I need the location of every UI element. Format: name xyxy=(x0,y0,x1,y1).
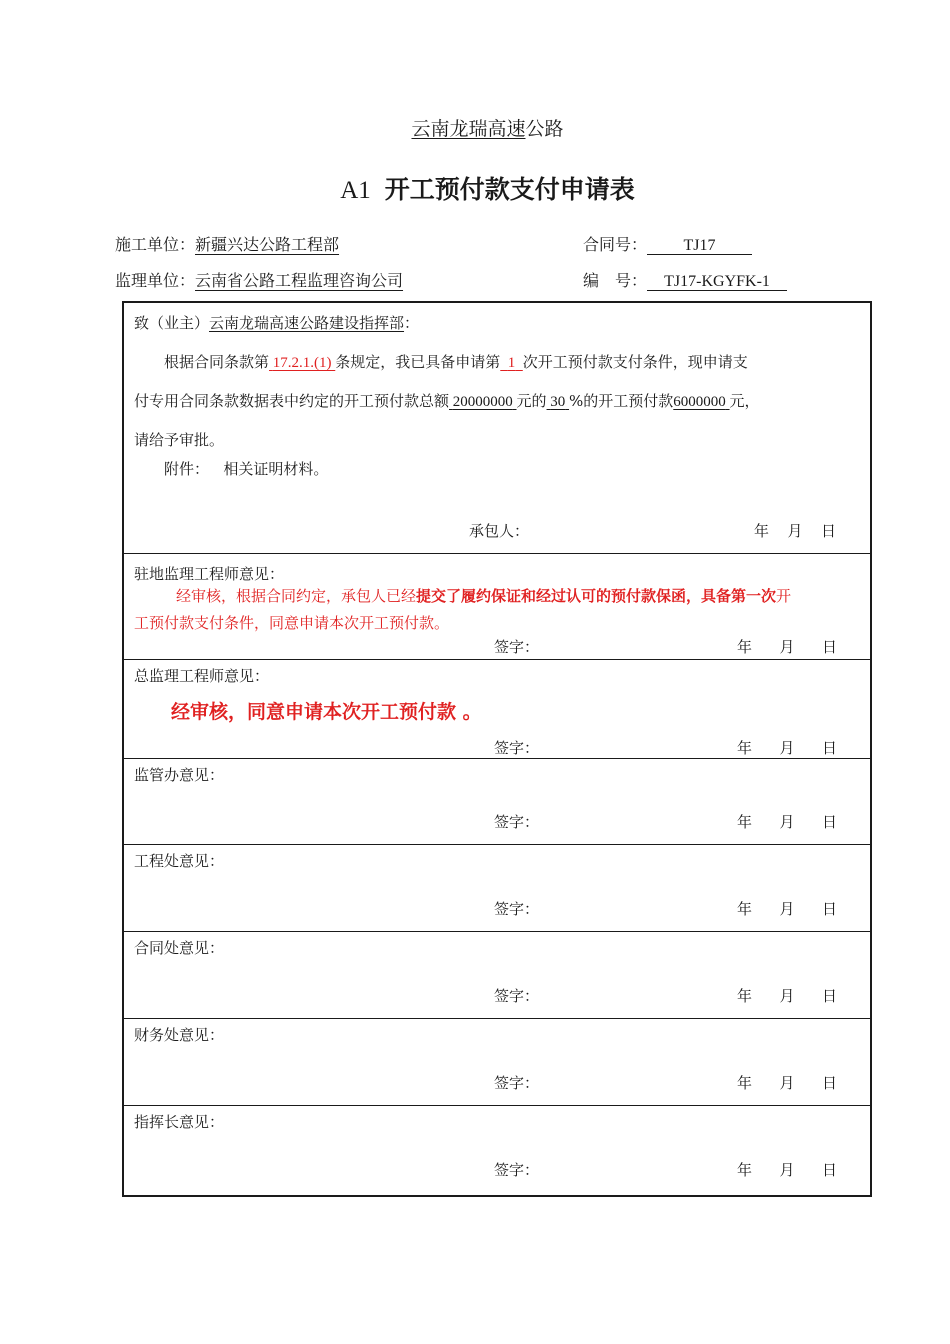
chief-engineer-opinion: 经审核，同意申请本次开工预付款 。 xyxy=(171,701,482,723)
resident-engineer-opinion: 经审核，根据合同约定，承包人已经提交了履约保证和经过认可的预付款保函，具备第一次开 工预付款支付条件，同意申请本次开工预付款。 xyxy=(134,587,792,632)
supervisor-line: 监理单位：云南省公路工程监理咨询公司 xyxy=(115,271,404,290)
advance-amount: 6000000 xyxy=(673,394,726,410)
percent-value: 30 xyxy=(550,394,566,410)
times-value: 1 xyxy=(507,355,516,371)
section-label: 财务处意见： xyxy=(134,1026,225,1044)
date-group: 年 月 日 xyxy=(737,739,837,757)
date-group: 年 月 日 xyxy=(737,1074,837,1092)
section-label: 监管办意见： xyxy=(134,766,225,784)
contract-no-value: TJ17 xyxy=(647,237,752,255)
approval-form-table xyxy=(122,301,872,1197)
addressee-value: 云南龙瑞高速公路建设指挥部 xyxy=(209,314,405,332)
sign-label: 签字： xyxy=(494,1161,540,1179)
contractor-sign-label: 承包人： xyxy=(469,522,530,540)
date-group: 年 月 日 xyxy=(754,522,836,540)
date-group: 年 月 日 xyxy=(737,1161,837,1179)
application-body: 根据合同条款第 17.2.1.(1) 条规定，我已具备申请第 1 次开工预付款支付条件，现申请支 付专用合同条款数据表中约定的开工预付款总额 20000000 元的 30 %的开工预付款6000000 元， 请给予审批。 xyxy=(134,353,760,449)
form-title xyxy=(0,170,950,206)
section-label: 合同处意见： xyxy=(134,939,225,957)
contract-dept-section xyxy=(124,931,870,1019)
form-title-text: 开工预付款支付申请表 xyxy=(384,175,635,204)
finance-dept-section xyxy=(124,1018,870,1106)
engineering-dept-section xyxy=(124,844,870,932)
contractor-line: 施工单位：新疆兴达公路工程部 xyxy=(115,235,340,254)
supervisor-value: 云南省公路工程监理咨询公司 xyxy=(195,271,404,290)
chief-engineer-label: 总监理工程师意见： xyxy=(134,667,270,685)
section-label: 工程处意见： xyxy=(134,852,225,870)
oversight-office-section xyxy=(124,758,870,845)
attachment-line: 附件： 相关证明材料。 xyxy=(164,460,329,478)
date-group: 年 月 日 xyxy=(737,638,837,656)
sign-label: 签字： xyxy=(494,900,540,918)
date-group: 年 月 日 xyxy=(737,813,837,831)
date-group: 年 月 日 xyxy=(737,987,837,1005)
sign-label: 签字： xyxy=(494,813,540,831)
resident-engineer-section xyxy=(124,553,870,660)
commander-section xyxy=(124,1105,870,1193)
sign-label: 签字： xyxy=(494,739,540,757)
serial-line: 编 号： TJ17-KGYFK-1 xyxy=(583,268,787,291)
contractor-value: 新疆兴达公路工程部 xyxy=(195,235,340,254)
chief-engineer-section xyxy=(124,659,870,759)
addressee-line: 致（业主）云南龙瑞高速公路建设指挥部： xyxy=(134,314,420,332)
sign-label: 签字： xyxy=(494,1074,540,1092)
section-label: 指挥长意见： xyxy=(134,1113,225,1131)
serial-value: TJ17-KGYFK-1 xyxy=(647,273,787,291)
resident-engineer-label: 驻地监理工程师意见： xyxy=(134,565,285,583)
sign-label: 签字： xyxy=(494,987,540,1005)
date-group: 年 月 日 xyxy=(737,900,837,918)
contract-no-line: 合同号： TJ17 xyxy=(583,232,752,255)
project-title: 云南龙瑞高速公路 xyxy=(411,118,564,140)
application-section xyxy=(124,303,870,554)
sign-label: 签字： xyxy=(494,638,540,656)
total-amount: 20000000 xyxy=(452,394,513,410)
form-code: A1 xyxy=(340,177,371,204)
clause-value: 17.2.1.(1) xyxy=(272,355,332,371)
